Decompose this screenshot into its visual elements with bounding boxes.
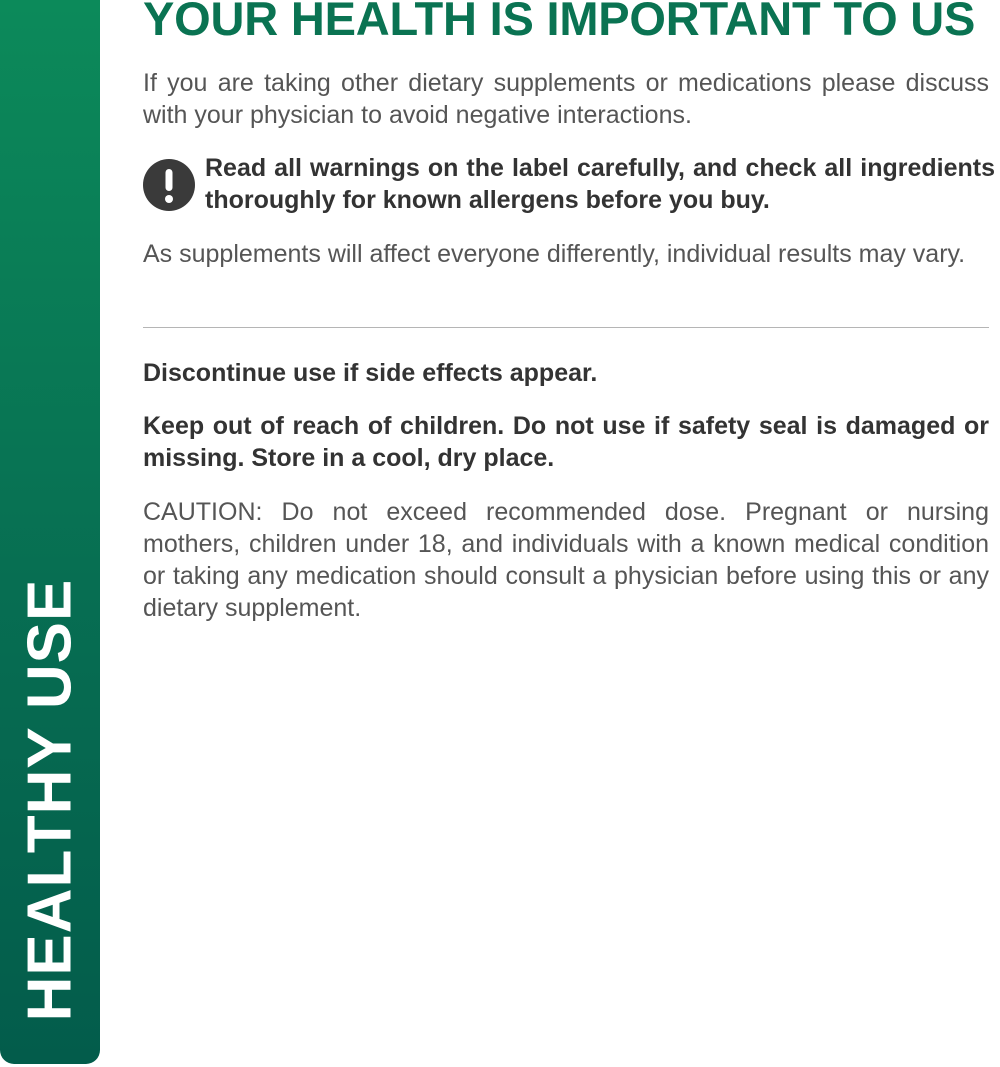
side-banner (0, 0, 100, 1064)
interactions-paragraph: If you are taking other dietary supplements or medications please discuss with your physician to avoid negative interactions. (143, 69, 989, 129)
divider (143, 327, 989, 328)
keep-out-paragraph: Keep out of reach of children. Do not use if safety seal is damaged or missing. Store in a cool, dry place. (143, 412, 989, 472)
results-paragraph: As supplements will affect everyone differently, individual results may vary. (143, 240, 966, 268)
warning-text: Read all warnings on the label carefully, and check all ingredients thoroughly for known allergens before you buy. (205, 154, 995, 214)
warning-callout (143, 152, 995, 222)
caution-paragraph: CAUTION: Do not exceed recommended dose. Pregnant or nursing mothers, children under 18, and individuals with a known medical condition or taking any medication should consult a physician before using this or any dietary supplement. (143, 498, 989, 622)
discontinue-paragraph: Discontinue use if side effects appear. (143, 359, 598, 387)
page-title: YOUR HEALTH IS IMPORTANT TO US (143, 0, 976, 45)
side-banner-label: HEALTHY USE (15, 578, 85, 1022)
exclamation-circle-icon (143, 159, 195, 211)
